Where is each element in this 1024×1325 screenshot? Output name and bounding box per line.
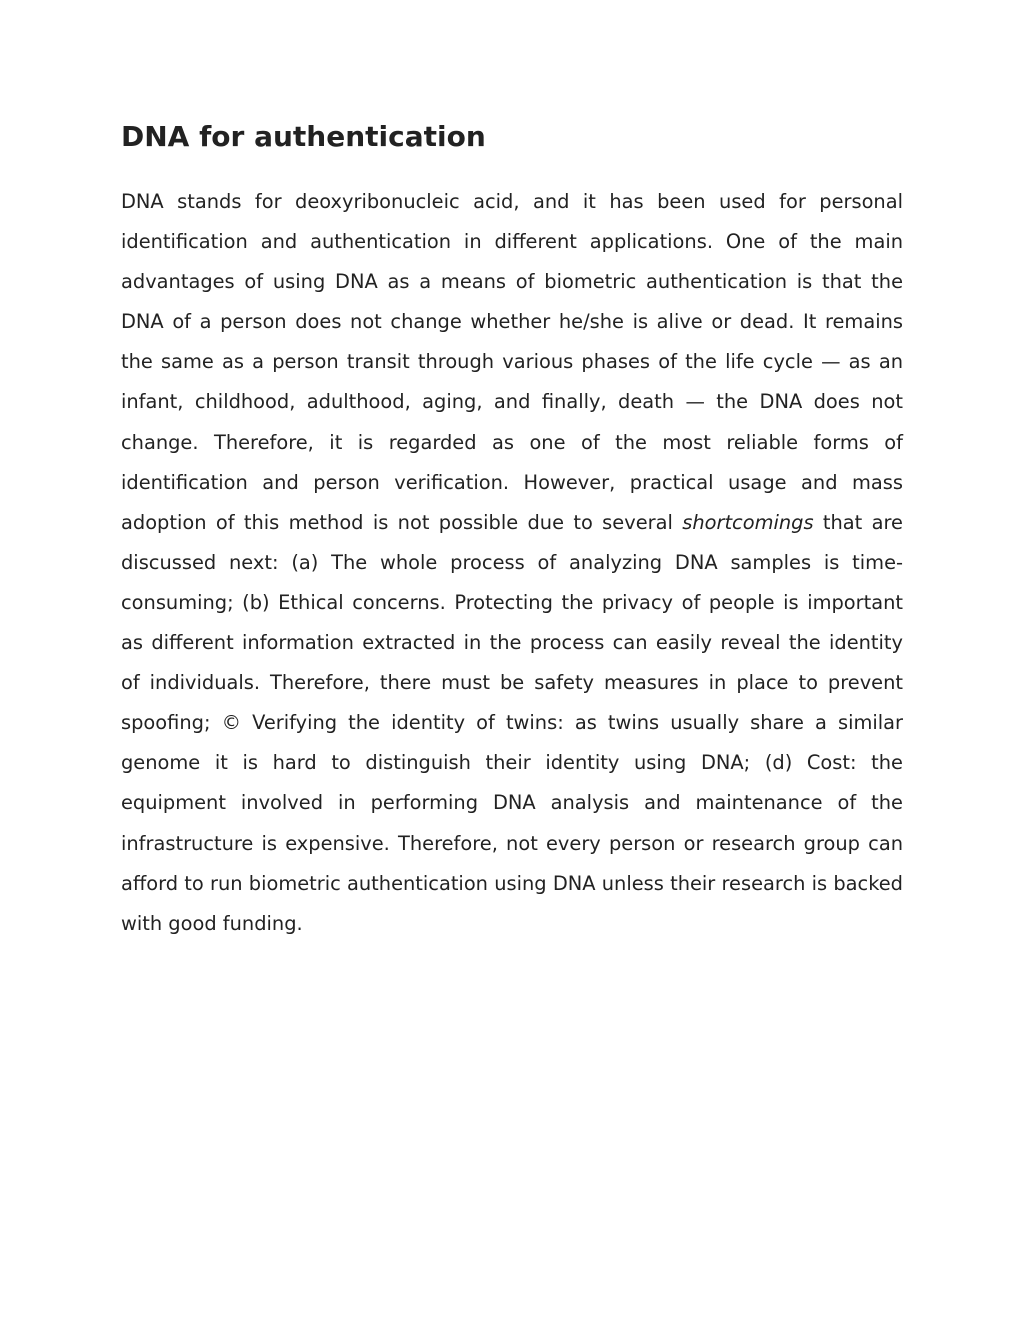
- paragraph-text-end: that are discussed next: (a) The whole process of analyzing DNA samples is time-consuming; (b) Ethical concerns. Protecting the privacy of people is important as different information extracted in the process can easily reveal the identity of individuals. Therefore, there must be safety measures in place to prevent spoofing; © Verifying the identity of twins: as twins usually share a similar genome it is hard to distinguish their identity using DNA; (d) Cost: the equipment involved in performing DNA analysis and maintenance of the infrastructure is expensive. Therefore, not every person or research group can afford to run biometric authentication using DNA unless their research is backed with good funding.: [121, 510, 903, 935]
- document-title: DNA for authentication: [121, 120, 486, 153]
- paragraph-text-start: DNA stands for deoxyribonucleic acid, and it has been used for personal identification and authentication in different applications. One of the main advantages of using DNA as a means of biometric authentication is that the DNA of a person does not change whether he/she is alive or dead. It remains the same as a person transit through various phases of the life cycle — as an infant, childhood, adulthood, aging, and finally, death — the DNA does not change. Therefore, it is regarded as one of the most reliable forms of identification and person verification. However, practical usage and mass adoption of this method is not possible due to several: [121, 190, 903, 534]
- document-page: [121, 115, 903, 944]
- emphasized-term: shortcomings: [682, 510, 814, 534]
- body-paragraph: [121, 182, 903, 944]
